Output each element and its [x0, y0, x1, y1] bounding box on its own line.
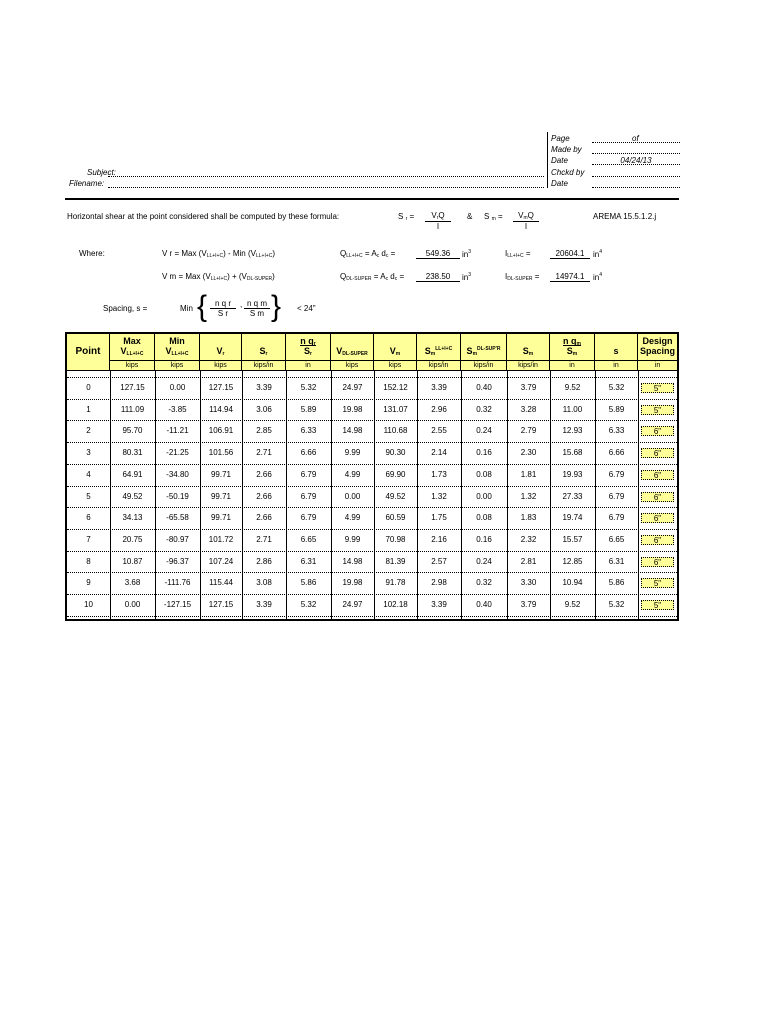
subject-field[interactable] — [108, 176, 544, 177]
table-cell: 6.79 — [300, 513, 317, 523]
table-cell: 2.14 — [431, 448, 447, 458]
design-spacing-cell[interactable]: 6" — [641, 492, 674, 502]
column-header-line2: $V_r$ — [216, 346, 225, 357]
table-cell: 95.70 — [122, 426, 143, 436]
table-cell: 127.15 — [120, 383, 145, 392]
table-cell: 1.81 — [520, 469, 537, 479]
table-cell: 91.78 — [385, 578, 406, 588]
table-cell: 2.81 — [520, 556, 537, 566]
table-cell: 0.16 — [476, 448, 492, 458]
table-cell: 49.52 — [122, 491, 143, 501]
table-cell: 107.24 — [208, 556, 234, 566]
table-cell: 0.40 — [476, 600, 492, 609]
table-cell: 1.32 — [520, 491, 537, 501]
table-cell: -96.37 — [166, 556, 189, 566]
table-cell: -11.21 — [166, 426, 189, 436]
table-cell: 2.79 — [520, 426, 537, 436]
column-header-0 — [67, 334, 110, 370]
table-cell: 14.98 — [342, 556, 363, 566]
date-field[interactable]: 04/24/13 — [592, 156, 680, 165]
column-unit: kips/in — [507, 360, 549, 369]
column-header-line1: Min — [169, 336, 185, 346]
column-header-4 — [242, 334, 286, 370]
header-divider — [547, 132, 548, 188]
table-cell: 2.96 — [431, 404, 447, 414]
table-cell: 19.74 — [562, 513, 583, 523]
column-header-line2: $V_{LL+I+C}$ — [120, 346, 144, 357]
table-cell: 5 — [86, 491, 91, 501]
vr-definition: V r = Max $(V_{LL+I+C})$ - Min $(V_{LL+I+C})$ — [162, 249, 276, 259]
table-cell: 0.24 — [476, 556, 492, 566]
table-cell: 2.32 — [520, 534, 537, 544]
column-header-12 — [595, 334, 638, 370]
amp: & — [467, 212, 473, 221]
filename-field[interactable] — [108, 187, 544, 188]
table-cell: 99.71 — [210, 513, 232, 523]
column-header-line2: $S_m$ — [522, 346, 534, 357]
table-cell: 114.94 — [209, 404, 233, 414]
table-cell: 15.57 — [562, 534, 583, 544]
column-header-line2: $S_r$ — [286, 346, 330, 357]
table-cell: 4.99 — [344, 469, 361, 479]
i2-label: $I_{DL-SUPER}$ = — [505, 272, 540, 282]
column-header-6 — [331, 334, 374, 370]
right-brace: } — [271, 290, 282, 323]
column-header-8 — [417, 334, 461, 370]
table-cell: -21.25 — [166, 448, 189, 458]
table-cell: 7 — [86, 534, 91, 544]
table-cell: 3.39 — [431, 600, 447, 609]
design-spacing-cell[interactable]: 5" — [641, 405, 674, 415]
table-cell: 2.55 — [431, 426, 447, 436]
table-cell: -34.80 — [166, 469, 189, 479]
table-cell: 0.08 — [476, 513, 492, 523]
table-cell: 111.09 — [120, 404, 145, 414]
q1-unit: $in^3$ — [462, 249, 472, 259]
table-cell: 34.13 — [122, 513, 143, 523]
header-rule — [65, 198, 679, 200]
spacing-label: Spacing, s = — [103, 304, 148, 313]
table-cell: 15.68 — [562, 448, 583, 458]
table-row — [67, 464, 677, 486]
table-cell: 152.12 — [383, 383, 408, 392]
column-header-7 — [374, 334, 417, 370]
table-cell: 2.71 — [256, 534, 272, 544]
table-cell: 3.39 — [256, 383, 272, 392]
column-unit: kips — [155, 360, 199, 369]
sm-fraction: $V_mQ$ I — [513, 211, 539, 231]
table-cell: 2.30 — [520, 448, 537, 458]
spacing-limit: < 24" — [297, 304, 316, 313]
i2-unit: $in^4$ — [593, 272, 603, 282]
table-cell: 0.00 — [344, 491, 361, 501]
made-by-field[interactable] — [592, 153, 680, 154]
table-cell: 11.00 — [562, 404, 583, 414]
filename-label: Filename: — [69, 179, 105, 188]
table-cell: 2.98 — [431, 578, 447, 588]
table-cell: 6.65 — [300, 534, 317, 544]
table-cell: 90.30 — [385, 448, 406, 458]
of-label: of — [632, 134, 639, 143]
table-cell: 99.71 — [210, 469, 232, 479]
column-header-line1: Max — [123, 336, 141, 346]
table-row — [67, 551, 677, 573]
where-label: Where: — [79, 249, 105, 258]
table-cell: 1.73 — [431, 469, 447, 479]
column-header-line1: n $q_r$ — [300, 336, 316, 347]
column-unit: in — [550, 360, 594, 369]
table-row — [67, 529, 677, 551]
table-cell: 110.68 — [383, 426, 408, 436]
table-cell: 99.71 — [210, 491, 232, 501]
column-header-3 — [200, 334, 242, 370]
table-cell: 10 — [84, 600, 93, 609]
design-spacing-cell[interactable]: 6" — [641, 535, 674, 545]
table-cell: 4.99 — [344, 513, 361, 523]
table-cell: 0.00 — [124, 600, 141, 609]
table-cell: 27.33 — [562, 491, 583, 501]
table-cell: -50.19 — [166, 491, 189, 501]
table-row — [67, 594, 677, 616]
table-cell: 2.66 — [256, 491, 272, 501]
table-cell: 9 — [86, 578, 91, 588]
table-header — [67, 334, 677, 371]
i1-value[interactable]: 20604.1 — [550, 249, 590, 259]
column-unit: kips — [374, 360, 416, 369]
table-cell: -127.15 — [163, 600, 192, 609]
table-cell: 0 — [86, 383, 91, 392]
column-header-line2: $V_m$ — [389, 346, 401, 357]
table-cell: 6.66 — [608, 448, 625, 458]
table-cell: 102.18 — [383, 600, 408, 609]
made-by-label: Made by — [551, 145, 582, 154]
table-cell: 5.89 — [300, 404, 317, 414]
column-header-line2: Spacing — [639, 346, 675, 356]
table-cell: 3.30 — [520, 578, 537, 588]
table-cell: 5.32 — [608, 600, 625, 609]
i1-unit: $in^4$ — [593, 249, 603, 259]
table-cell: 6.33 — [300, 426, 317, 436]
table-cell: 3.28 — [520, 404, 537, 414]
table-cell: 3.68 — [124, 578, 141, 588]
table-cell: 3.39 — [256, 600, 272, 609]
design-spacing-cell[interactable]: 6" — [641, 470, 674, 480]
table-cell: 24.97 — [342, 600, 363, 609]
table-row — [67, 377, 677, 399]
table-cell: -111.76 — [164, 578, 191, 588]
table-cell: 3.06 — [256, 404, 272, 414]
column-unit: kips/in — [461, 360, 506, 369]
table-cell: 0.08 — [476, 469, 492, 479]
table-cell: 2.85 — [256, 426, 272, 436]
design-spacing-cell[interactable]: 6" — [641, 513, 674, 523]
table-cell: 24.97 — [342, 383, 363, 392]
table-cell: 6.79 — [608, 513, 625, 523]
table-cell: 49.52 — [385, 491, 406, 501]
column-header-1 — [110, 334, 155, 370]
column-header-line1: n $q_m$ — [563, 336, 581, 347]
table-cell: 2 — [86, 426, 91, 436]
table-cell: 5.32 — [608, 383, 625, 392]
column-header-10 — [507, 334, 550, 370]
table-cell: 12.85 — [562, 556, 583, 566]
column-header-line2: s — [613, 346, 619, 356]
q2-label: $Q_{DL-SUPER} = A_c$ $d_c$ = — [340, 272, 405, 282]
table-cell: -65.58 — [166, 513, 189, 523]
design-spacing-cell[interactable]: 5" — [641, 600, 674, 610]
table-cell: 101.72 — [208, 534, 234, 544]
table-cell: 1.83 — [520, 513, 537, 523]
table-cell: 115.44 — [209, 578, 233, 588]
sr-lhs: S $_r$ = — [398, 212, 415, 222]
table-cell: 6.79 — [608, 491, 625, 501]
column-header-line2: $V_{LL+I+C}$ — [165, 346, 189, 357]
table-cell: 6.31 — [300, 556, 317, 566]
table-cell: 19.93 — [562, 469, 583, 479]
table-cell: 5.32 — [300, 383, 317, 392]
table-cell: 3 — [86, 448, 91, 458]
q2-value[interactable]: 238.50 — [416, 272, 460, 282]
table-cell: 127.15 — [208, 383, 234, 392]
column-unit: kips — [110, 360, 154, 369]
table-cell: 3.39 — [431, 383, 447, 392]
sr-fraction: $V_rQ$ I — [425, 211, 451, 231]
table-cell: 60.59 — [385, 513, 406, 523]
table-cell: 6.66 — [300, 448, 317, 458]
left-brace: { — [197, 290, 208, 323]
chckd-by-label: Chckd by — [551, 168, 585, 177]
table-cell: 9.52 — [564, 600, 581, 609]
table-cell: 2.86 — [256, 556, 272, 566]
column-unit: in — [638, 360, 677, 369]
table-row — [67, 507, 677, 529]
column-unit: in — [286, 360, 330, 369]
table-cell: 64.91 — [122, 469, 143, 479]
column-header-5 — [286, 334, 331, 370]
table-cell: 4 — [86, 469, 91, 479]
column-unit: kips/in — [242, 360, 285, 369]
vm-definition: V m = Max $(V_{LL+I+C}) + (V_{DL-SUPER})$ — [162, 272, 275, 282]
table-cell: 10.94 — [562, 578, 583, 588]
q1-value[interactable]: 549.36 — [416, 249, 460, 259]
table-cell: 6 — [86, 513, 91, 523]
table-cell: 80.31 — [122, 448, 143, 458]
column-header-label: Point — [75, 346, 101, 357]
row-divider — [67, 616, 677, 617]
column-header-2 — [155, 334, 200, 370]
table-cell: 5.89 — [608, 404, 625, 414]
q2-unit: $in^3$ — [462, 272, 472, 282]
page-label: Page — [551, 134, 570, 143]
column-header-line2: $V_{DL-SUPER}$ — [336, 346, 368, 357]
column-unit: kips/in — [417, 360, 460, 369]
design-spacing-cell[interactable]: 6" — [641, 448, 674, 458]
table-cell: 0.00 — [476, 491, 492, 501]
design-spacing-cell[interactable]: 5" — [641, 383, 674, 393]
table-cell: 10.87 — [122, 556, 143, 566]
table-cell: 19.98 — [342, 404, 363, 414]
column-header-9 — [461, 334, 507, 370]
table-row — [67, 399, 677, 421]
table-cell: 1.75 — [431, 513, 447, 523]
table-cell: 14.98 — [342, 426, 363, 436]
column-unit: kips — [200, 360, 241, 369]
table-cell: 2.66 — [256, 469, 272, 479]
table-row — [67, 486, 677, 508]
table-cell: 3.79 — [520, 600, 537, 609]
table-cell: 3.08 — [256, 578, 272, 588]
formula-intro: Horizontal shear at the point considered shall be computed by these formula: — [67, 212, 340, 221]
table-cell: -80.97 — [166, 534, 189, 544]
table-cell: 6.79 — [300, 469, 317, 479]
table-row — [67, 420, 677, 442]
table-cell: 70.98 — [385, 534, 406, 544]
table-cell: 1.32 — [431, 491, 447, 501]
table-cell: 69.90 — [385, 469, 406, 479]
table-row — [67, 572, 677, 594]
table-cell: 12.93 — [562, 426, 583, 436]
design-spacing-cell[interactable]: 5" — [641, 578, 674, 588]
table-cell: 9.99 — [344, 534, 361, 544]
table-cell: 6.31 — [608, 556, 625, 566]
chckd-by-field[interactable] — [592, 176, 680, 177]
column-unit: in — [595, 360, 637, 369]
table-cell: 8 — [86, 556, 91, 566]
table-cell: 0.32 — [476, 404, 492, 414]
min-label: Min — [180, 304, 193, 313]
column-header-line2: $S_r$ — [259, 346, 268, 357]
table-cell: 20.75 — [122, 534, 143, 544]
i2-value[interactable]: 14974.1 — [550, 272, 590, 282]
table-cell: 5.86 — [300, 578, 317, 588]
table-cell: 9.99 — [344, 448, 361, 458]
shear-table — [65, 332, 679, 621]
column-header-line1: Design — [642, 336, 673, 346]
table-cell: 6.65 — [608, 534, 625, 544]
table-cell: 2.71 — [256, 448, 272, 458]
column-unit: kips — [331, 360, 373, 369]
table-row — [67, 442, 677, 464]
column-header-line2: $S_m^{DL-SUP'R}$ — [466, 346, 501, 357]
column-header-line2: $S_m^{LL+I+C}$ — [424, 346, 453, 357]
table-cell: -3.85 — [168, 404, 187, 414]
column-header-line2: $S_m$ — [550, 346, 594, 357]
table-cell: 81.39 — [385, 556, 406, 566]
table-cell: 5.86 — [608, 578, 625, 588]
spacing-comma: , — [240, 300, 243, 309]
q1-label: $Q_{LL+I+C} = A_c$ $d_c$ = — [340, 249, 396, 259]
spacing-fraction-m: $\frac{\text{n q m}}{\text{S m}}$ — [244, 299, 270, 318]
table-cell: 6.79 — [608, 469, 625, 479]
table-cell: 0.40 — [476, 383, 492, 392]
table-cell: 0.24 — [476, 426, 492, 436]
table-cell: 5.32 — [300, 600, 317, 609]
table-cell: 1 — [86, 404, 91, 414]
date2-label: Date — [551, 179, 568, 188]
table-cell: 127.15 — [208, 600, 234, 609]
design-spacing-cell[interactable]: 6" — [641, 557, 674, 567]
table-cell: 0.32 — [476, 578, 492, 588]
table-cell: 131.07 — [383, 404, 408, 414]
table-cell: 101.56 — [208, 448, 234, 458]
subject-label: Subject: — [87, 168, 116, 177]
table-cell: 19.98 — [342, 578, 363, 588]
sm-lhs: S $_m$ = — [484, 212, 503, 222]
table-cell: 6.33 — [608, 426, 625, 436]
i1-label: $I_{LL+I+C}$ = — [505, 249, 531, 259]
table-cell: 0.16 — [476, 534, 492, 544]
table-cell: 6.79 — [300, 491, 317, 501]
column-header-13 — [638, 334, 677, 370]
table-cell: 2.16 — [431, 534, 447, 544]
table-cell: 2.66 — [256, 513, 272, 523]
table-cell: 3.79 — [520, 383, 537, 392]
table-cell: 2.57 — [431, 556, 447, 566]
design-spacing-cell[interactable]: 6" — [641, 426, 674, 436]
spacing-fraction-r: $\frac{\text{n q r}}{\text{S r}}$ — [210, 299, 236, 318]
date2-field[interactable] — [592, 187, 680, 188]
arema-ref: AREMA 15.5.1.2.j — [593, 212, 657, 221]
column-header-11 — [550, 334, 595, 370]
table-cell: 9.52 — [564, 383, 581, 392]
table-cell: 0.00 — [169, 383, 186, 392]
date-label: Date — [551, 156, 568, 165]
table-cell: 106.91 — [208, 426, 234, 436]
